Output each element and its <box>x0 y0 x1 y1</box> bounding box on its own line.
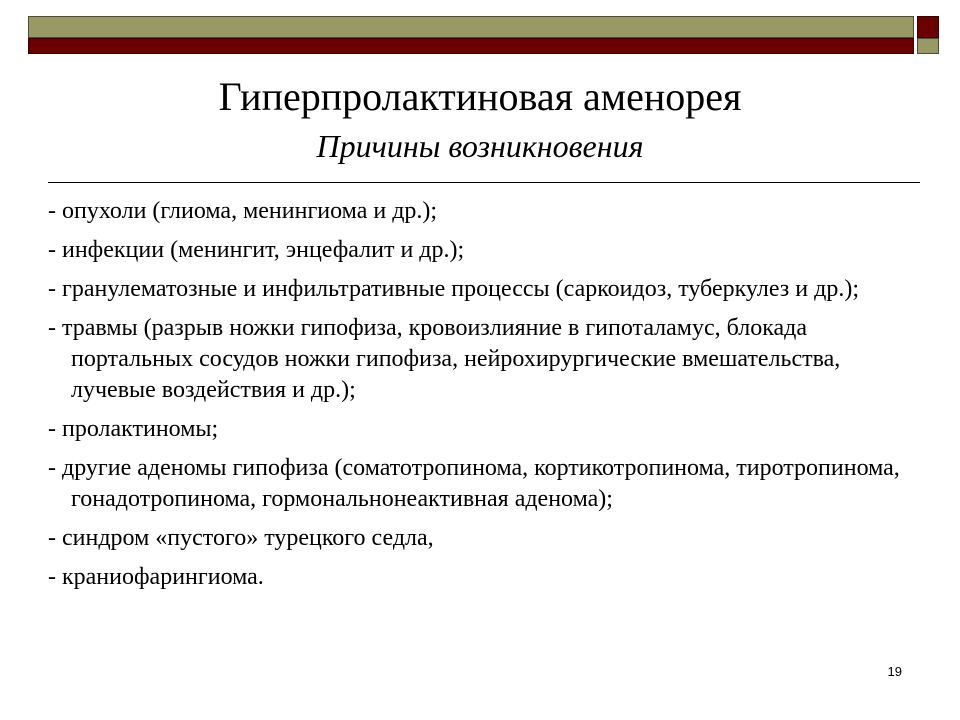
list-item: - гранулематозные и инфильтративные процессы (саркоидоз, туберкулез и др.); <box>48 276 859 302</box>
slide-title: Гиперпролактиновая аменорея <box>218 74 742 119</box>
list-item: - синдром «пустого» турецкого седла, <box>48 525 434 551</box>
causes-list <box>48 196 908 601</box>
header-band-maroon <box>28 38 914 54</box>
page-number: 19 <box>887 664 902 679</box>
corner-square-maroon <box>917 16 939 38</box>
corner-square-olive <box>917 38 939 54</box>
list-item: - пролактиномы; <box>48 416 219 442</box>
list-item: - другие аденомы гипофиза (соматотропинома, кортикотропинома, тиротропинома, гонадотропинома, гормональнонеактивная аденома); <box>48 455 900 512</box>
list-item: - краниофарингиома. <box>48 564 264 590</box>
title-divider <box>48 182 920 183</box>
slide-subtitle: Причины возникновения <box>316 128 644 164</box>
list-item: - опухоли (глиома, менингиома и др.); <box>48 198 438 224</box>
header-band-olive <box>28 16 914 38</box>
list-item: - травмы (разрыв ножки гипофиза, кровоизлияние в гипоталамус, блокада портальных сосудов ножки гипофиза, нейрохирургические вмешательства, лучевые воздействия и др.); <box>48 315 841 403</box>
list-item: - инфекции (менингит, энцефалит и др.); <box>48 237 465 263</box>
